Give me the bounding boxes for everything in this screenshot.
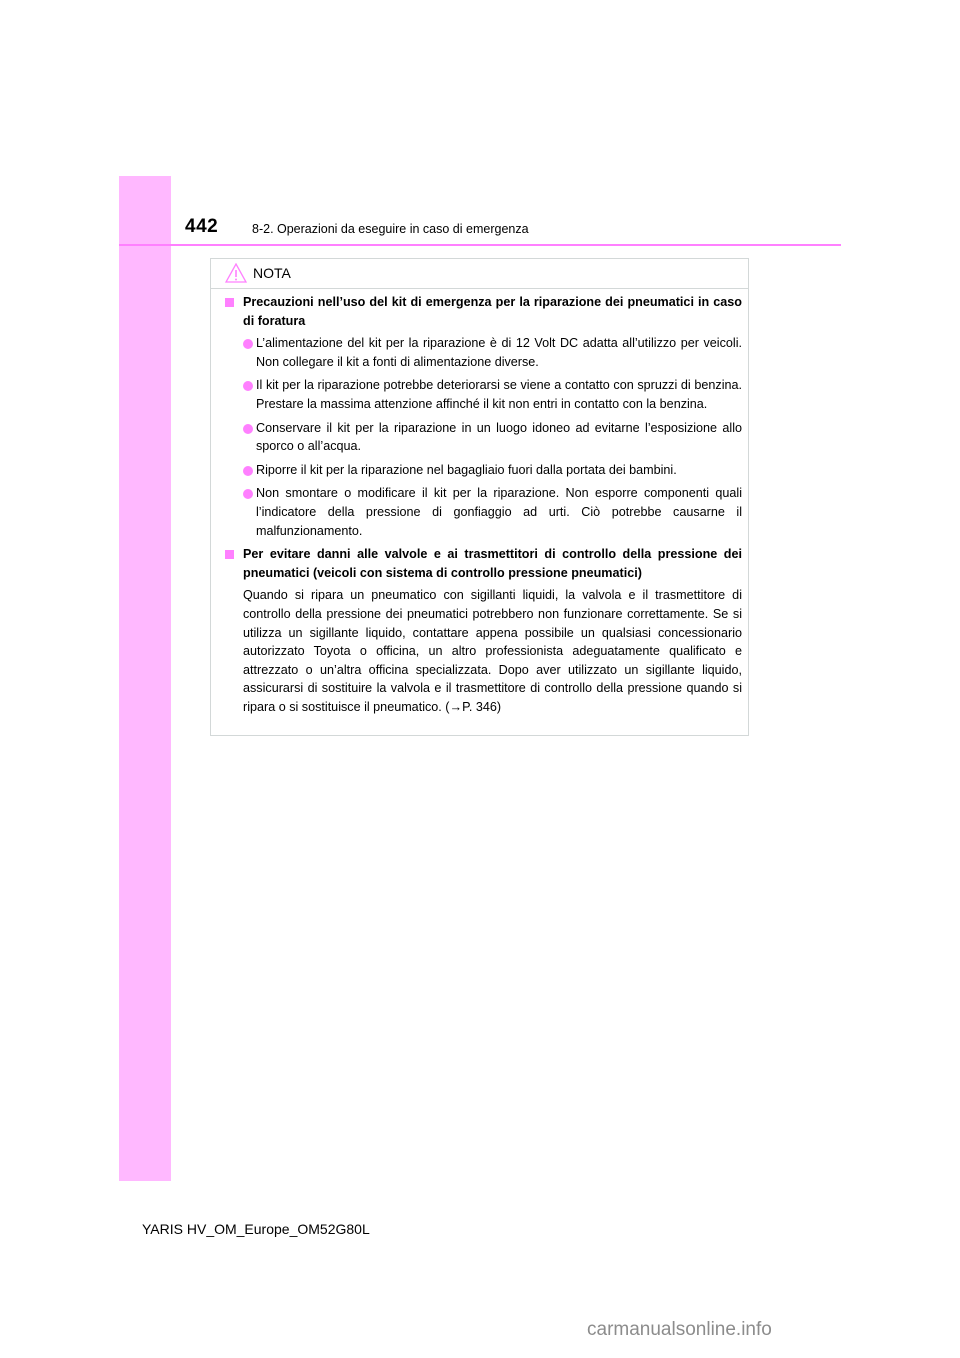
warning-triangle-icon — [225, 263, 247, 283]
list-item — [223, 334, 742, 371]
section-title: 8-2. Operazioni da eseguire in caso di emergenza — [252, 222, 529, 236]
watermark: carmanualsonline.info — [587, 1319, 772, 1340]
document-code: YARIS HV_OM_Europe_OM52G80L — [142, 1221, 370, 1237]
note-label: NOTA — [253, 265, 291, 281]
list-item-text: Conservare il kit per la riparazione in un luogo idoneo ad evitarne l’esposizione allo sporco o all’acqua. — [256, 420, 742, 454]
note-box — [210, 258, 749, 736]
list-item-text: L’alimentazione del kit per la riparazione è di 12 Volt DC adatta all’utilizzo per veicoli. Non collegare il kit a fonti di alimentazione diverse. — [256, 336, 742, 369]
circle-bullet-icon — [243, 424, 253, 434]
section-heading — [223, 293, 742, 330]
list-item-text: Il kit per la riparazione potrebbe deteriorarsi se viene a contatto con spruzzi di benzina. Prestare la massima attenzione affinché il kit non entri in contatto con la benzina. — [256, 378, 742, 411]
section-heading — [223, 545, 742, 582]
section-paragraph: Quando si ripara un pneumatico con sigillanti liquidi, la valvola e il trasmettitore di controllo della pressione dei pneumatici potrebbero non funzionare correttamente. Se si utilizza un sigillante liquido, contattare appena possibile un qualsiasi concessionario autorizzato Toyota o officina, un altro professionista adeguatamente qualificato e attrezzato o un’altra officina specializzata. Dopo aver utilizzato un sigillante liquido, assicurarsi di sostituire la valvola e il trasmettitore di controllo della pressione quando si ripara o si sostituisce il pneumatico. (→P. 346) — [243, 588, 742, 714]
circle-bullet-icon — [243, 381, 253, 391]
list-item — [223, 419, 742, 456]
chapter-side-tab — [119, 176, 171, 1181]
page-number: 442 — [185, 216, 219, 237]
note-header — [211, 259, 748, 289]
circle-bullet-icon — [243, 466, 253, 476]
list-item-text: Non smontare o modificare il kit per la riparazione. Non esporre componenti quali l’indicatore della pressione di gonfiaggio ad urti. Ciò potrebbe causarne il malfunzionamento. — [256, 486, 742, 538]
circle-bullet-icon — [243, 489, 253, 499]
list-item-text: Riporre il kit per la riparazione nel bagagliaio fuori dalla portata dei bambini. — [256, 462, 677, 477]
square-bullet-icon — [225, 298, 234, 307]
note-content — [211, 293, 748, 716]
list-item — [223, 461, 742, 480]
section-heading-text: Per evitare danni alle valvole e ai trasmettitori di controllo della pressione dei pneumatici (veicoli con sistema di controllo pressione pneumatici) — [243, 547, 742, 580]
list-item — [223, 484, 742, 540]
circle-bullet-icon — [243, 339, 253, 349]
header-divider — [119, 244, 841, 246]
section-heading-text: Precauzioni nell’uso del kit di emergenza per la riparazione dei pneumatici in caso di foratura — [243, 295, 742, 328]
list-item — [223, 376, 742, 413]
square-bullet-icon — [225, 550, 234, 559]
